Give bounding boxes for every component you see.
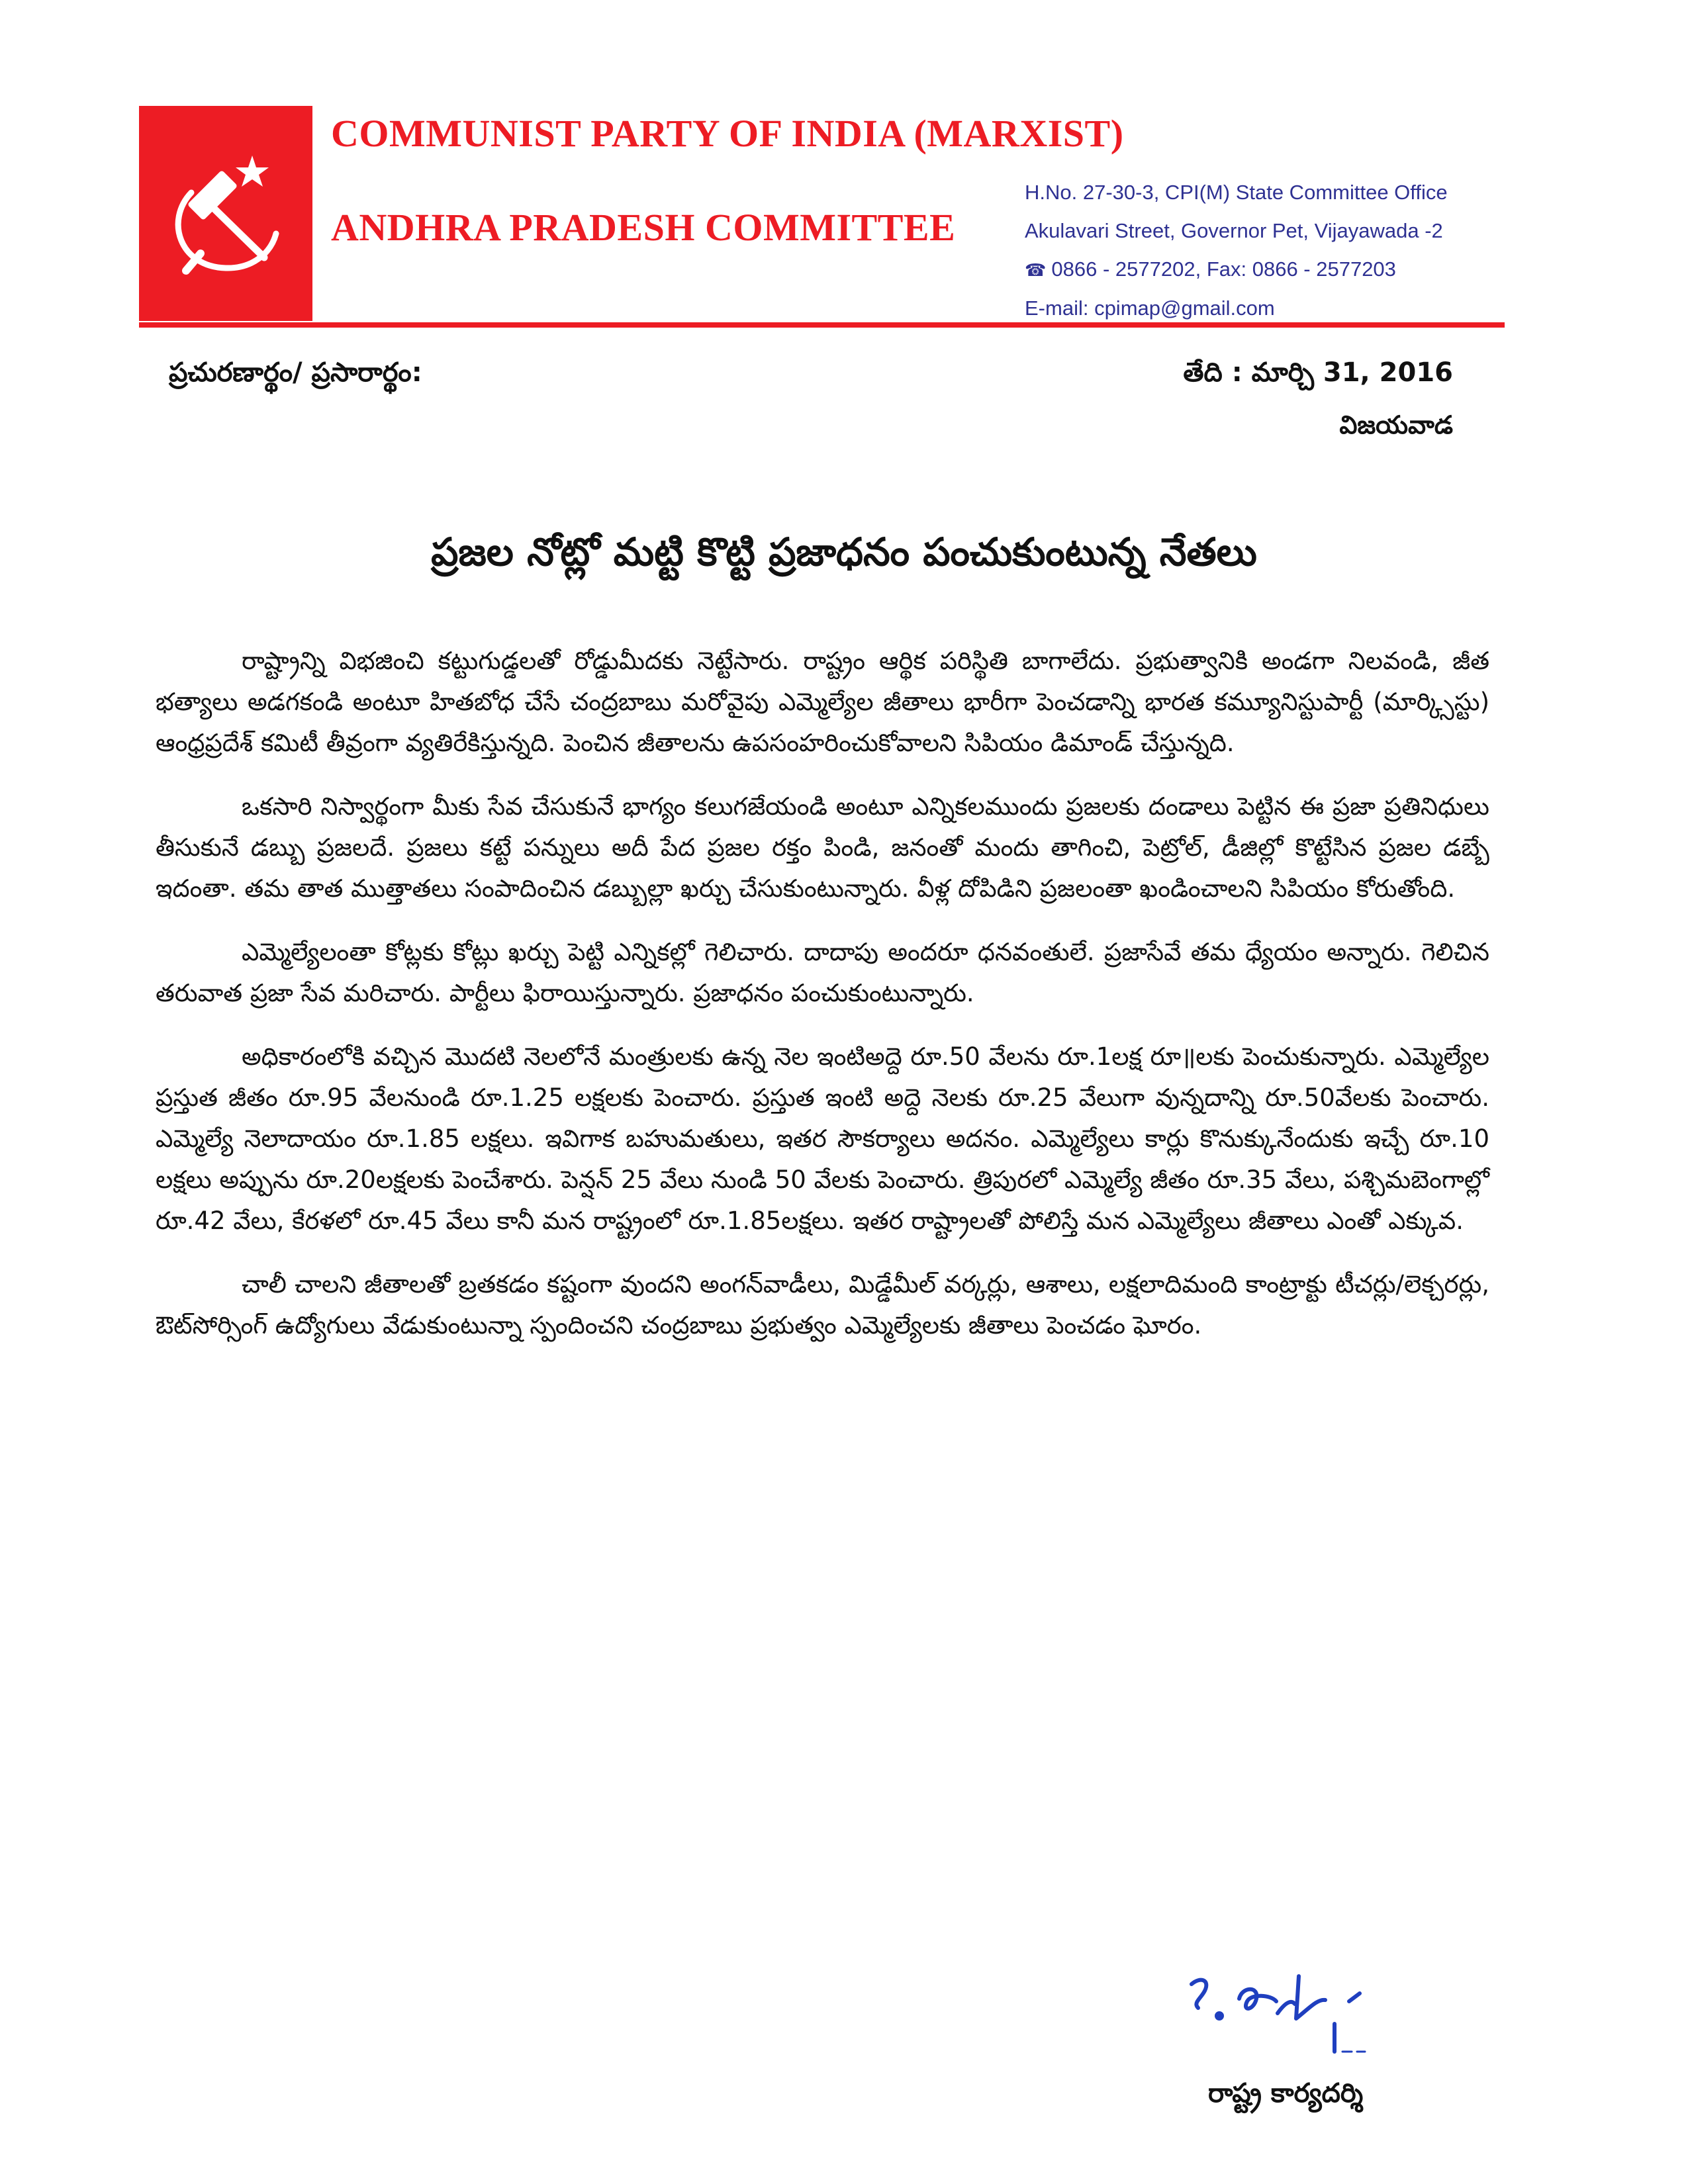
body-paragraph: అధికారంలోకి వచ్చిన మొదటి నెలలోనే మంత్రులకు ఉన్న నెల ఇంటిఅద్దె రూ.50 వేలను రూ.1లక్ష రూ॥లకు పెంచుకున్నారు. ఎమ్మెల్యేల ప్రస్తుత జీతం రూ.95 వేలనుండి రూ.1.25 లక్షలకు పెంచారు. ప్రస్తుత ఇంటి అద్దె నెలకు రూ.25 వేలుగా వున్నదాన్ని రూ.50వేలకు పెంచారు. ఎమ్మెల్యే నెలాదాయం రూ.1.85 లక్షలు. ఇవిగాక బహుమతులు, ఇతర సౌకర్యాలు అదనం. ఎమ్మెల్యేలు కార్లు కొనుక్కునేందుకు ఇచ్చే రూ.10 లక్షలు అప్పును రూ.20లక్షలకు పెంచేశారు. పెన్షన్ 25 వేలు నుండి 50 వేలకు పెంచారు. త్రిపురలో ఎమ్మెల్యే జీతం రూ.35 వేలు, పశ్చిమబెంగాల్లో రూ.42 వేలు, కేరళలో రూ.45 వేలు కానీ మన రాష్ట్రంలో రూ.1.85లక్షలు. ఇతర రాష్ట్రాలతో పోలిస్తే మన ఎమ్మెల్యేలు జీతాలు ఎంతో ఎక్కువ.	[156, 1042, 1489, 1235]
party-logo	[139, 106, 312, 321]
phone-fax-numbers: 0866 - 2577202, Fax: 0866 - 2577203	[1051, 257, 1396, 281]
body-paragraph: రాష్ట్రాన్ని విభజించి కట్టుగుడ్డలతో రోడ్డుమీదకు నెట్టేసారు. రాష్ట్రం ఆర్థిక పరిస్థితి బాగాలేదు. ప్రభుత్వానికి అండగా నిలవండి, జీత భత్యాలు అడగకండి అంటూ హితబోధ చేసే చంద్రబాబు మరోవైపు ఎమ్మెల్యేల జీతాలు భారీగా పెంచడాన్ని భారత కమ్యూనిస్టుపార్టీ (మార్క్సిస్టు) ఆంధ్రప్రదేశ్ కమిటీ తీవ్రంగా వ్యతిరేకిస్తున్నది. పెంచిన జీతాలను ఉపసంహరించుకోవాలని సిపియం డిమాండ్ చేస్తున్నది.	[156, 647, 1489, 757]
page-title: ప్రజల నోట్లో మట్టి కొట్టి ప్రజాధనం పంచుకుంటున్న నేతలు	[431, 529, 1257, 574]
body-paragraph: ఎమ్మెల్యేలంతా కోట్లకు కోట్లు ఖర్చు పెట్టి ఎన్నికల్లో గెలిచారు. దాదాపు అందరూ ధనవంతులే. ప్రజాసేవే తమ ధ్యేయం అన్నారు. గెలిచిన తరువాత ప్రజా సేవ మరిచారు. పార్టీలు ఫిరాయిస్తున్నారు. ప్రజాధనం పంచుకుంటున్నారు.	[156, 938, 1489, 1007]
release-date: తేది : మార్చి 31, 2016	[1183, 357, 1453, 388]
article-body	[156, 641, 1489, 1369]
body-paragraph: ఒకసారి నిస్వార్థంగా మీకు సేవ చేసుకునే భాగ్యం కలుగజేయండి అంటూ ఎన్నికలముందు ప్రజలకు దండాలు పెట్టిన ఈ ప్రజా ప్రతినిధులు తీసుకునే డబ్బు ప్రజలదే. ప్రజలు కట్టే పన్నులు అదీ పేద ప్రజల రక్తం పిండి, జనంతో మందు తాగించి, పెట్రోల్, డీజిల్లో కొట్టేసిన ప్రజల డబ్బే ఇదంతా. తమ తాత ముత్తాతలు సంపాదించిన డబ్బుల్లా ఖర్చు చేసుకుంటున్నారు. వీళ్ల దోపిడిని ప్రజలంతా ఖండించాలని సిపియం కోరుతోంది.	[156, 792, 1489, 903]
hammer-sickle-star-icon	[153, 141, 299, 287]
email-line: E-mail: cpimap@gmail.com	[1025, 296, 1275, 320]
telephone-icon: ☎	[1025, 260, 1047, 280]
party-name: COMMUNIST PARTY OF INDIA (MARXIST)	[331, 112, 1124, 155]
address-line: Akulavari Street, Governor Pet, Vijayawada -2	[1025, 219, 1443, 242]
signatory-title: రాష్ట్ర కార్యదర్శి	[1208, 2078, 1364, 2109]
release-label: ప్రచురణార్థం/ ప్రసారార్థం:	[169, 357, 422, 388]
header-divider	[139, 322, 1505, 328]
body-paragraph: చాలీ చాలని జీతాలతో బ్రతకడం కష్టంగా వుందని అంగన్‌వాడీలు, మిడ్డేమీల్ వర్కర్లు, ఆశాలు, లక్షలాదిమంది కాంట్రాక్టు టీచర్లు/లెక్చరర్లు, ఔట్‌సోర్సింగ్ ఉద్యోగులు వేడుకుంటున్నా స్పందించని చంద్రబాబు ప్రభుత్వం ఎమ్మెల్యేలకు జీతాలు పెంచడం ఘోరం.	[156, 1270, 1489, 1340]
release-place: విజయవాడ	[1339, 410, 1453, 439]
phone-line	[1025, 250, 1448, 289]
committee-name: ANDHRA PRADESH COMMITTEE	[331, 206, 956, 249]
office-address	[1025, 173, 1448, 328]
address-line: H.No. 27-30-3, CPI(M) State Committee Office	[1025, 181, 1448, 204]
handwritten-signature	[1178, 1952, 1456, 2065]
